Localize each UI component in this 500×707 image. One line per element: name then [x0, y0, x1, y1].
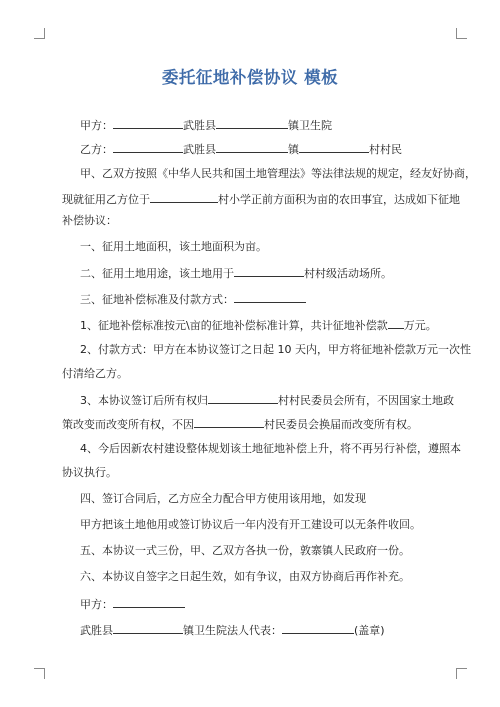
blank-field: [234, 291, 306, 303]
clause-3-4-line-1: 4、今后因新农村建设整体规划该土地征地补偿上升，将不再另行补偿，遵照本: [80, 442, 461, 455]
clause-5: 五、本协议一式三份，甲、乙双方各执一份，敦寨镇人民政府一份。: [80, 544, 410, 557]
blank-field: [234, 265, 304, 277]
document-title: 委托征地补偿协议 模板: [161, 68, 339, 87]
blank-field: [216, 117, 288, 129]
preamble-line-3: 补偿协议：: [62, 214, 117, 227]
blank-field: [113, 622, 183, 634]
clause-3-3-line-1: 3、本协议签订后所有权归 村村民委员会所有，不因国家土地政: [80, 394, 454, 407]
crop-mark-bottom-left: [34, 668, 45, 679]
clause-3-2-line-2: 付清给乙方。: [62, 367, 128, 380]
clause-6: 六、本协议自签字之日起生效，如有争议，由双方协商后再作补充。: [80, 570, 410, 583]
blank-field: [113, 117, 183, 129]
clause-3: 三、征地补偿标准及付款方式：: [80, 291, 306, 307]
blank-field: [194, 416, 264, 428]
clause-1: 一、征用土地面积，该土地面积为亩。: [80, 240, 267, 253]
signature-representative: 武胜县 镇卫生院法人代表： (盖章): [80, 624, 385, 637]
crop-mark-bottom-right: [456, 668, 467, 679]
party-a-line: 甲方： 武胜县 镇卫生院: [80, 119, 332, 132]
clause-4-line-2: 甲方把该土地他用或签订协议后一年内没有开工建设可以无条件收回。: [80, 518, 421, 531]
preamble-line-1: 甲、乙双方按照《中华人民共和国土地管理法》等法律法规的规定，经友好协商，: [80, 167, 476, 180]
blank-field: [299, 141, 369, 153]
blank-field: [388, 317, 404, 329]
crop-mark-top-left: [34, 28, 45, 39]
blank-field: [282, 622, 354, 634]
blank-field: [113, 596, 185, 608]
clause-2: 二、征用土地用途，该土地用于 村村级活动场所。: [80, 267, 392, 280]
crop-mark-top-right: [456, 28, 467, 39]
party-b-line: 乙方： 武胜县 镇 村村民: [80, 143, 402, 156]
clause-3-4-line-2: 协议执行。: [62, 466, 117, 479]
clause-3-2-line-1: 2、付款方式：甲方在本协议签订之日起 10 天内，甲方将征地补偿款万元一次性: [80, 343, 471, 356]
blank-field: [150, 191, 218, 203]
signature-party-a: 甲方：: [80, 596, 185, 612]
clause-3-3-line-2: 策改变而改变所有权，不因 村民委员会换届而改变所有权。: [62, 418, 418, 431]
clause-3-1: 1、征地补偿标准按元\亩的征地补偿标准计算，共计征地补偿款 万元。: [80, 319, 437, 332]
preamble-line-2: 现就征用乙方位于 村小学正前方面积为亩的农田事宜，达成如下征地: [62, 193, 460, 206]
blank-field: [208, 392, 278, 404]
blank-field: [113, 141, 183, 153]
blank-field: [216, 141, 288, 153]
clause-4-line-1: 四、签订合同后，乙方应全力配合甲方使用该用地，如发现: [80, 492, 366, 505]
